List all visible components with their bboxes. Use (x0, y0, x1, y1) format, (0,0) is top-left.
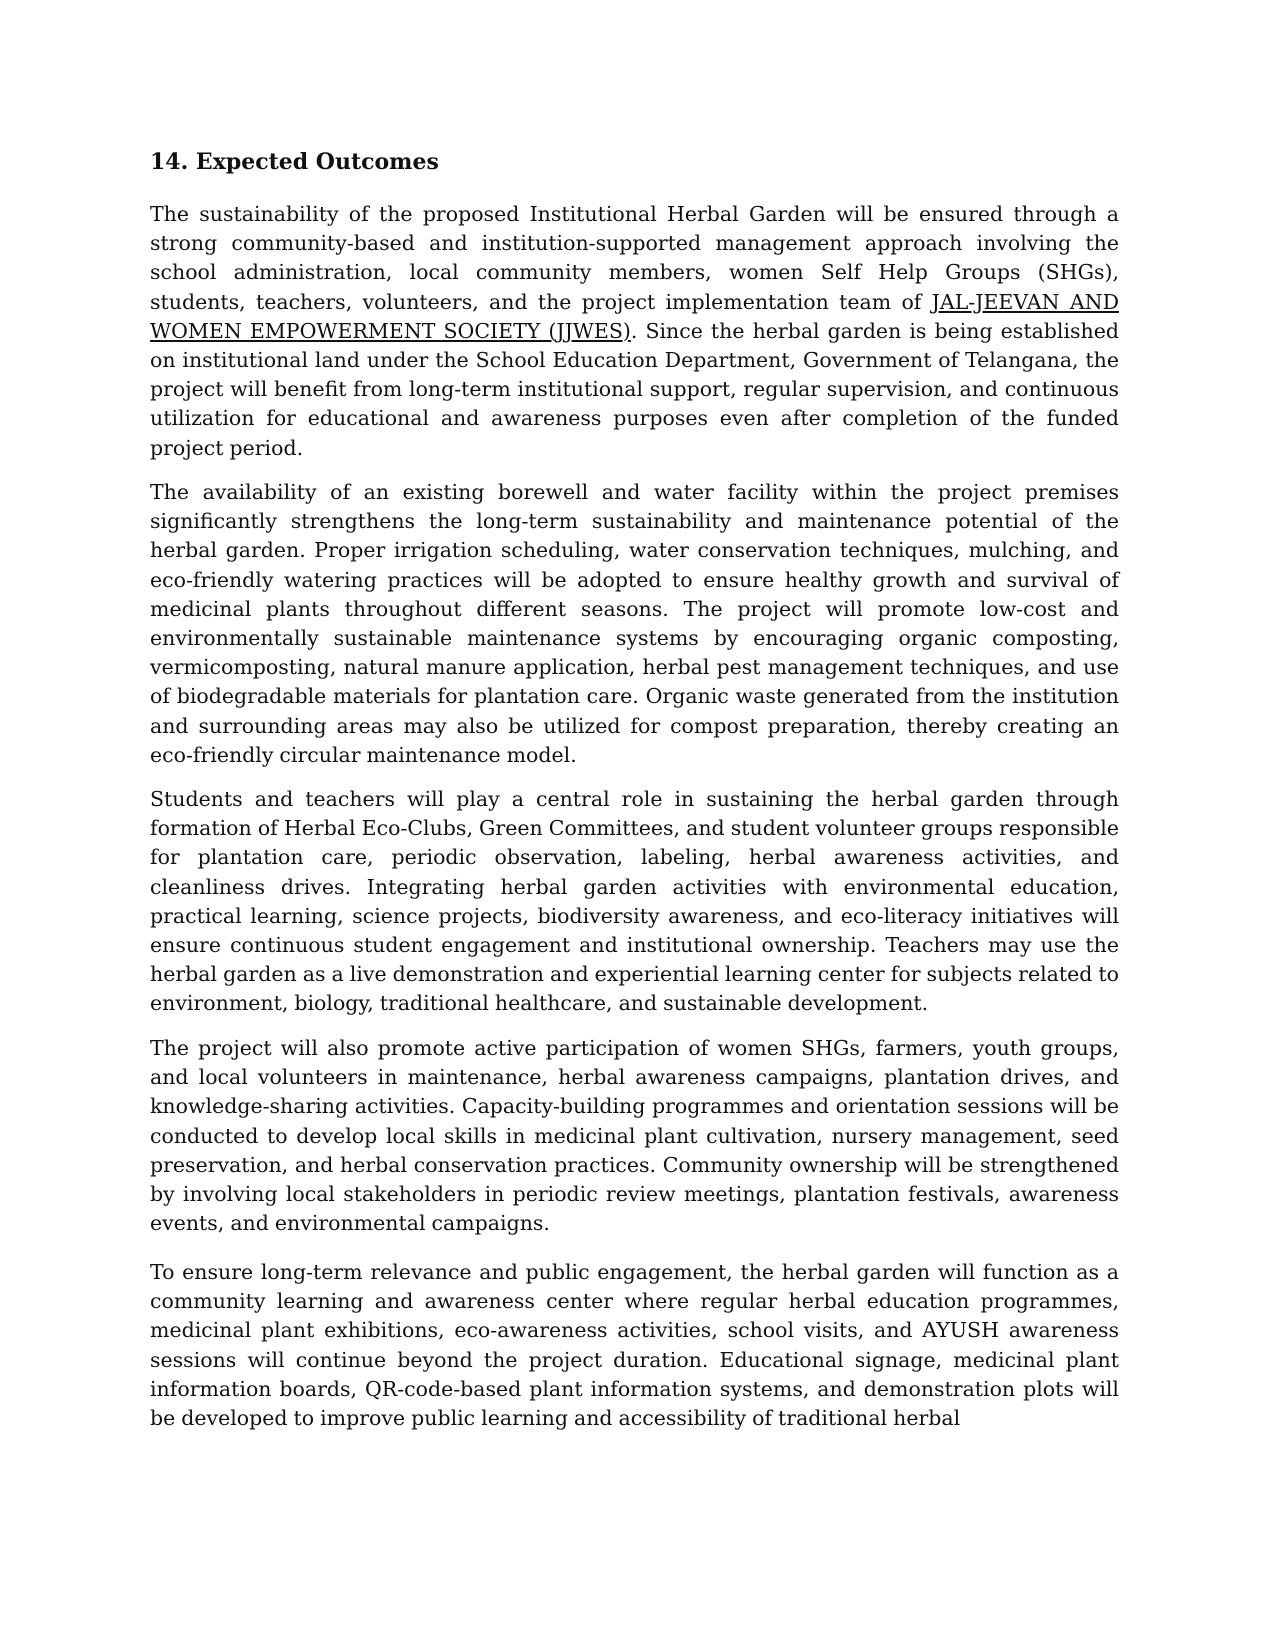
paragraph-students-teachers: Students and teachers will play a central role in sustaining the herbal garden through formation of Herbal Eco-Clubs, Green Committees, and student volunteer groups responsible for plantation care, periodic observation, labeling, herbal awareness activities, and cleanliness drives. Integrating herbal garden activities with environmental education, practical learning, science projects, biodiversity awareness, and eco-literacy initiatives will ensure continuous student engagement and institutional ownership. Teachers may use the herbal garden as a live demonstration and experiential learning center for subjects related to environment, biology, traditional healthcare, and sustainable development. (150, 787, 1119, 1016)
paragraph-text: . Since the herbal garden is being established on institutional land under the School Education Department, Government of Telangana, the project will benefit from long-term institutional support, regular supervision, and continuous utilization for educational and awareness purposes even after completion of the funded project period. (150, 318, 1119, 460)
section-heading: 14. Expected Outcomes (150, 149, 439, 175)
document-page (150, 0, 1119, 1650)
paragraph-text: The sustainability of the proposed Institutional Herbal Garden will be ensured through a strong community-based and institution-supported management approach involving the school administration, local community members, women Self Help Groups (SHGs), students, teachers, volunteers, and the project implementation team of (150, 202, 1119, 314)
paragraph-public-engagement: To ensure long-term relevance and public engagement, the herbal garden will function as a community learning and awareness center where regular herbal education programmes, medicinal plant exhibitions, eco-awareness activities, school visits, and AYUSH awareness sessions will continue beyond the project duration. Educational signage, medicinal plant information boards, QR-code-based plant information systems, and demonstration plots will be developed to improve public learning and accessibility of traditional herbal (150, 1260, 1119, 1431)
organization-name: JAL-JEEVAN AND WOMEN EMPOWERMENT SOCIETY (JJWES) (150, 289, 1119, 343)
paragraph-sustainability (150, 200, 1119, 463)
paragraph-community-participation: The project will also promote active participation of women SHGs, farmers, youth groups, and local volunteers in maintenance, herbal awareness campaigns, plantation drives, and knowledge-sharing activities. Capacity-building programmes and orientation sessions will be conducted to develop local skills in medicinal plant cultivation, nursery management, seed preservation, and herbal conservation practices. Community ownership will be strengthened by involving local stakeholders in periodic review meetings, plantation festivals, awareness events, and environmental campaigns. (150, 1036, 1119, 1236)
paragraph-water-facility: The availability of an existing borewell and water facility within the project premises significantly strengthens the long-term sustainability and maintenance potential of the herbal garden. Proper irrigation scheduling, water conservation techniques, mulching, and eco-friendly watering practices will be adopted to ensure healthy growth and survival of medicinal plants throughout different seasons. The project will promote low-cost and environmentally sustainable maintenance systems by encouraging organic composting, vermicomposting, natural manure application, herbal pest management techniques, and use of biodegradable materials for plantation care. Organic waste generated from the institution and surrounding areas may also be utilized for compost preparation, thereby creating an eco-friendly circular maintenance model. (150, 480, 1119, 767)
